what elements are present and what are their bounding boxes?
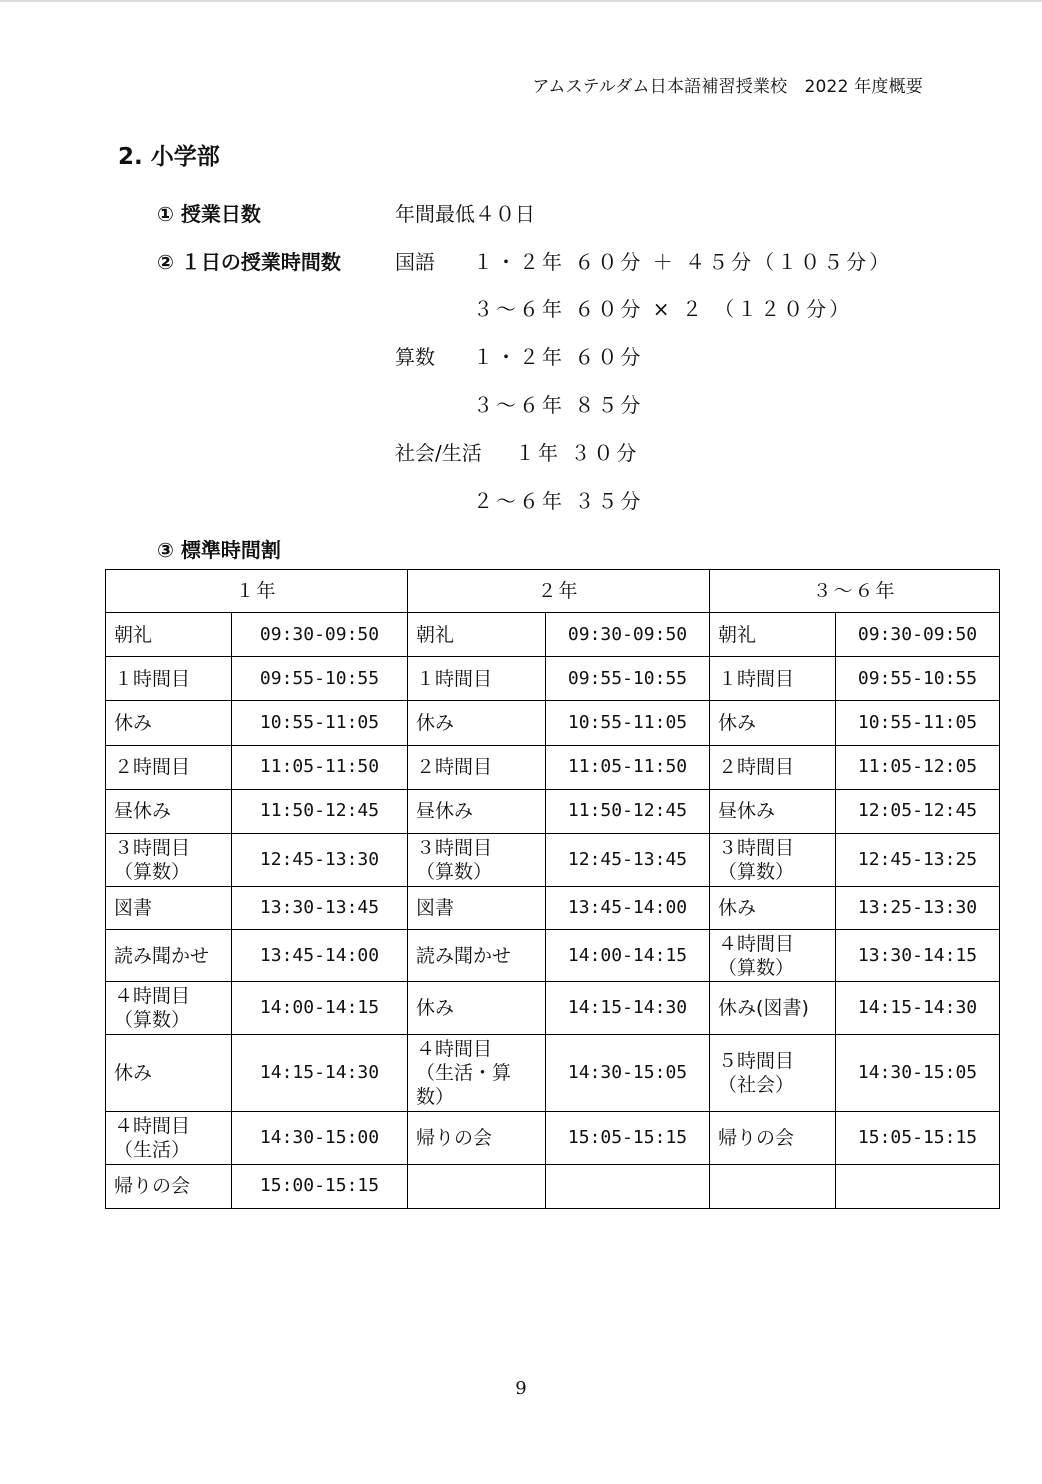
period-name: 昼休み	[408, 789, 546, 833]
period-time: 11:50-12:45	[546, 789, 710, 833]
timetable-row	[106, 886, 1000, 929]
timetable-row	[106, 833, 1000, 886]
subject-kokugo: 国語	[395, 250, 435, 274]
empty-cell	[546, 1164, 710, 1208]
period-name-line: ４時間目	[416, 1037, 493, 1060]
empty-cell	[710, 1164, 836, 1208]
top-border	[0, 0, 1042, 2]
timetable-row	[106, 982, 1000, 1035]
period-name: 帰りの会	[710, 1111, 836, 1164]
period-name: 昼休み	[710, 789, 836, 833]
period-name	[106, 833, 232, 886]
header-grade-3-6: ３～６年	[710, 570, 1000, 613]
period-time: 14:00-14:15	[232, 982, 408, 1035]
period-name	[106, 982, 232, 1035]
period-time: 09:30-09:50	[546, 613, 710, 657]
page-number: 9	[515, 1378, 527, 1399]
period-time: 11:05-11:50	[546, 745, 710, 789]
sansu-row-1: １・２年 ６０分	[473, 345, 644, 369]
subject-shakai: 社会/生活	[395, 441, 482, 465]
period-time: 12:45-13:45	[546, 833, 710, 886]
period-time: 15:05-15:15	[546, 1111, 710, 1164]
period-time: 14:30-15:05	[836, 1035, 1000, 1111]
period-name	[710, 833, 836, 886]
shakai-row-1: １年 ３０分	[515, 441, 640, 465]
timetable-row	[106, 930, 1000, 982]
item1-label: ① 授業日数	[157, 202, 261, 226]
period-name: ２時間目	[408, 745, 546, 789]
period-name: 帰りの会	[106, 1164, 232, 1208]
header-grade-1: １年	[106, 570, 408, 613]
period-time: 09:55-10:55	[232, 657, 408, 701]
item1-value: 年間最低４０日	[395, 202, 535, 226]
period-name: 休み	[408, 982, 546, 1035]
period-time: 13:45-14:00	[546, 886, 710, 929]
period-name: 図書	[408, 886, 546, 929]
period-name-line: ４時間目	[718, 932, 795, 955]
period-name	[408, 1035, 546, 1111]
period-time: 14:15-14:30	[546, 982, 710, 1035]
period-name: 読み聞かせ	[408, 930, 546, 982]
timetable-row	[106, 1111, 1000, 1164]
period-time: 15:05-15:15	[836, 1111, 1000, 1164]
period-name: １時間目	[408, 657, 546, 701]
item3-label: ③ 標準時間割	[157, 538, 281, 562]
period-time: 12:45-13:30	[232, 833, 408, 886]
period-name-line: （算数）	[114, 1009, 191, 1032]
period-name-line: ４時間目	[114, 985, 191, 1008]
period-name: 朝礼	[710, 613, 836, 657]
period-name: 朝礼	[408, 613, 546, 657]
period-name	[106, 1111, 232, 1164]
timetable-row	[106, 613, 1000, 657]
kokugo-row-1: １・２年 ６０分 ＋ ４５分（１０５分）	[473, 250, 893, 274]
period-name: １時間目	[710, 657, 836, 701]
subject-sansu: 算数	[395, 345, 435, 369]
timetable-row	[106, 745, 1000, 789]
period-name: １時間目	[106, 657, 232, 701]
period-name-line: （社会）	[718, 1073, 795, 1096]
period-name-line: ３時間目	[718, 836, 795, 859]
period-name-line: ４時間目	[114, 1114, 191, 1137]
period-name-line: （生活）	[114, 1138, 191, 1161]
period-name-line: （算数）	[416, 860, 493, 883]
period-name: 図書	[106, 886, 232, 929]
period-time: 10:55-11:05	[836, 701, 1000, 745]
timetable-row	[106, 1164, 1000, 1208]
period-name-line: （算数）	[114, 860, 191, 883]
period-time: 14:15-14:30	[232, 1035, 408, 1111]
period-time: 14:30-15:05	[546, 1035, 710, 1111]
period-time: 14:30-15:00	[232, 1111, 408, 1164]
period-name-line: ５時間目	[718, 1049, 795, 1072]
page-header: アムステルダム日本語補習授業校 2022 年度概要	[532, 77, 923, 97]
period-name-line: （算数）	[718, 860, 795, 883]
period-name: 休み	[710, 701, 836, 745]
period-name: ２時間目	[710, 745, 836, 789]
period-name-line: （生活・算	[416, 1061, 512, 1084]
period-name: 休み	[408, 701, 546, 745]
period-time: 13:45-14:00	[232, 930, 408, 982]
period-time: 12:45-13:25	[836, 833, 1000, 886]
empty-cell	[836, 1164, 1000, 1208]
period-time: 14:15-14:30	[836, 982, 1000, 1035]
period-name	[710, 1035, 836, 1111]
empty-cell	[408, 1164, 546, 1208]
period-name-line: ３時間目	[114, 836, 191, 859]
period-name: 帰りの会	[408, 1111, 546, 1164]
period-time: 09:55-10:55	[546, 657, 710, 701]
period-time: 11:05-11:50	[232, 745, 408, 789]
period-time: 09:30-09:50	[232, 613, 408, 657]
section-title: 2. 小学部	[118, 144, 220, 170]
period-name-line: ３時間目	[416, 836, 493, 859]
period-time: 09:30-09:50	[836, 613, 1000, 657]
period-name: 休み	[710, 886, 836, 929]
period-name-line: 数）	[416, 1085, 455, 1108]
item2-label: ② １日の授業時間数	[157, 250, 341, 274]
timetable	[105, 569, 1000, 1209]
period-time: 15:00-15:15	[232, 1164, 408, 1208]
kokugo-row-2: ３～６年 ６０分 × ２ （１２０分）	[473, 297, 853, 321]
period-name: 朝礼	[106, 613, 232, 657]
timetable-row	[106, 1035, 1000, 1111]
period-name: 休み(図書)	[710, 982, 836, 1035]
period-name: 読み聞かせ	[106, 930, 232, 982]
period-time: 09:55-10:55	[836, 657, 1000, 701]
timetable-row	[106, 657, 1000, 701]
timetable-row	[106, 789, 1000, 833]
period-time: 11:50-12:45	[232, 789, 408, 833]
period-name: 休み	[106, 1035, 232, 1111]
period-time: 13:30-14:15	[836, 930, 1000, 982]
timetable-row	[106, 701, 1000, 745]
sansu-row-2: ３～６年 ８５分	[473, 393, 644, 417]
period-time: 13:30-13:45	[232, 886, 408, 929]
period-time: 14:00-14:15	[546, 930, 710, 982]
period-time: 10:55-11:05	[546, 701, 710, 745]
period-name: 昼休み	[106, 789, 232, 833]
period-name	[710, 930, 836, 982]
header-grade-2: ２年	[408, 570, 710, 613]
period-time: 13:25-13:30	[836, 886, 1000, 929]
period-name-line: （算数）	[718, 956, 795, 979]
shakai-row-2: ２～６年 ３５分	[473, 489, 644, 513]
period-name	[408, 833, 546, 886]
period-time: 12:05-12:45	[836, 789, 1000, 833]
period-name: ２時間目	[106, 745, 232, 789]
period-time: 11:05-12:05	[836, 745, 1000, 789]
period-name: 休み	[106, 701, 232, 745]
period-time: 10:55-11:05	[232, 701, 408, 745]
